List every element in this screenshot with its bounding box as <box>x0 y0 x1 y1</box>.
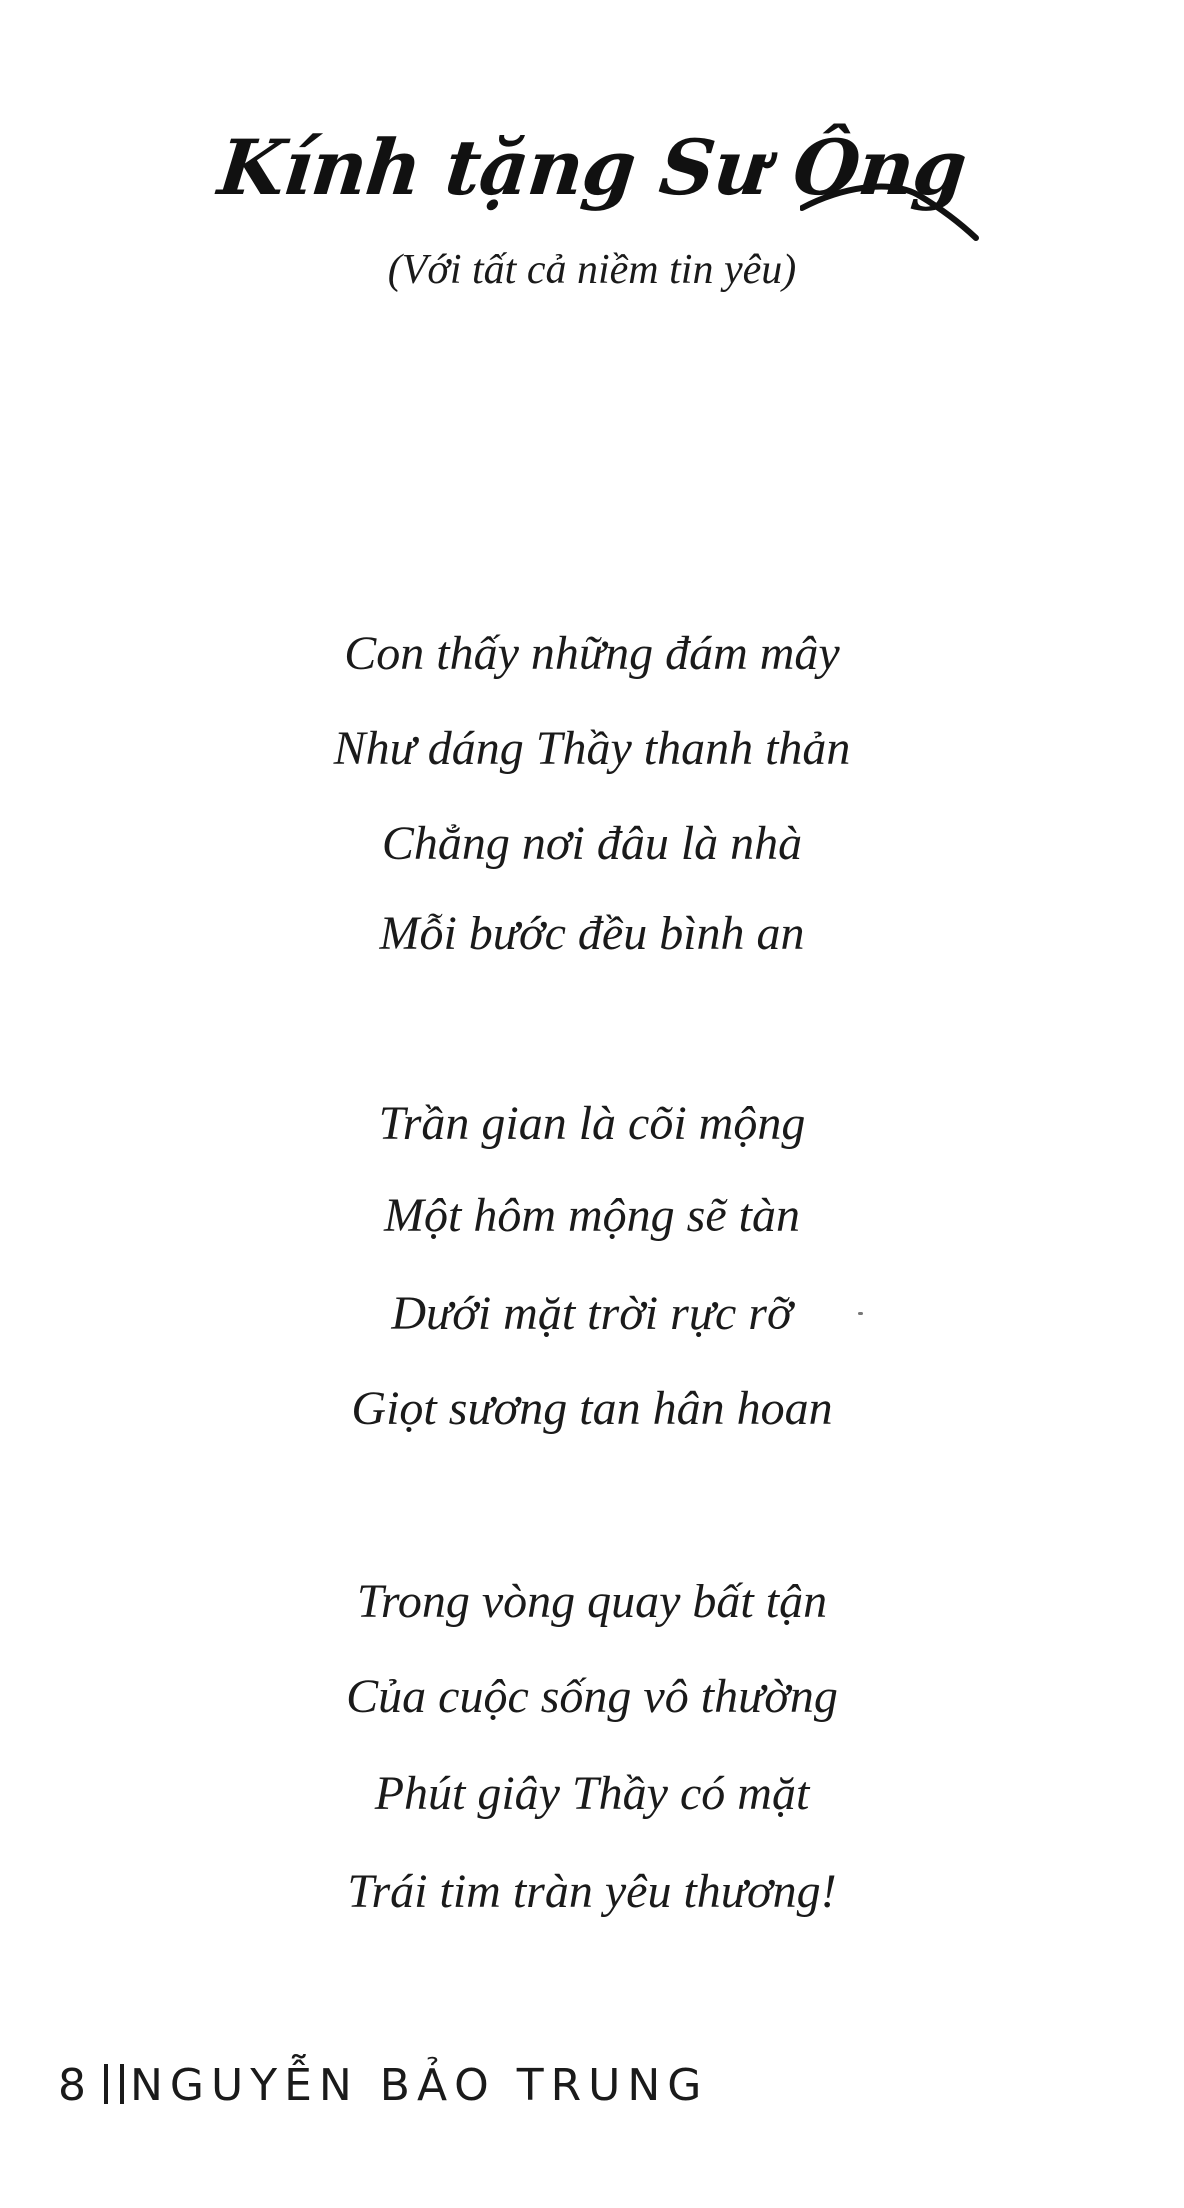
poem-line: Mỗi bước đều bình an <box>379 907 805 960</box>
poem-line: Của cuộc sống vô thường <box>346 1670 838 1723</box>
poem-line: Một hôm mộng sẽ tàn <box>384 1189 800 1242</box>
title-flourish-ornament <box>800 168 980 248</box>
dedication-subtitle: (Với tất cả niềm tin yêu) <box>387 247 797 293</box>
dedication-heading <box>0 123 1184 212</box>
poem-line: Trái tim tràn yêu thương! <box>347 1865 837 1918</box>
dedication-title: Kính tặng Sư Ông <box>214 123 970 212</box>
poem-line: Trần gian là cõi mộng <box>378 1097 806 1150</box>
poem-line: Chẳng nơi đâu là nhà <box>381 817 803 870</box>
poem-line: Trong vòng quay bất tận <box>356 1575 828 1628</box>
poem-line: Dưới mặt trời rực rỡ <box>391 1287 793 1340</box>
page-number: 8 <box>58 2060 86 2111</box>
poem-line: Giọt sương tan hân hoan <box>351 1382 833 1435</box>
poem-line: Như dáng Thầy thanh thản <box>333 722 851 775</box>
poem-line: Phút giây Thầy có mặt <box>374 1767 810 1820</box>
footer-separator <box>120 2064 124 2104</box>
author-name: NGUYỄN BẢO TRUNG <box>130 2060 709 2111</box>
scan-speck <box>858 1312 863 1315</box>
poem-line: Con thấy những đám mây <box>344 627 840 680</box>
page-footer <box>58 2060 708 2111</box>
footer-separator <box>104 2064 108 2104</box>
